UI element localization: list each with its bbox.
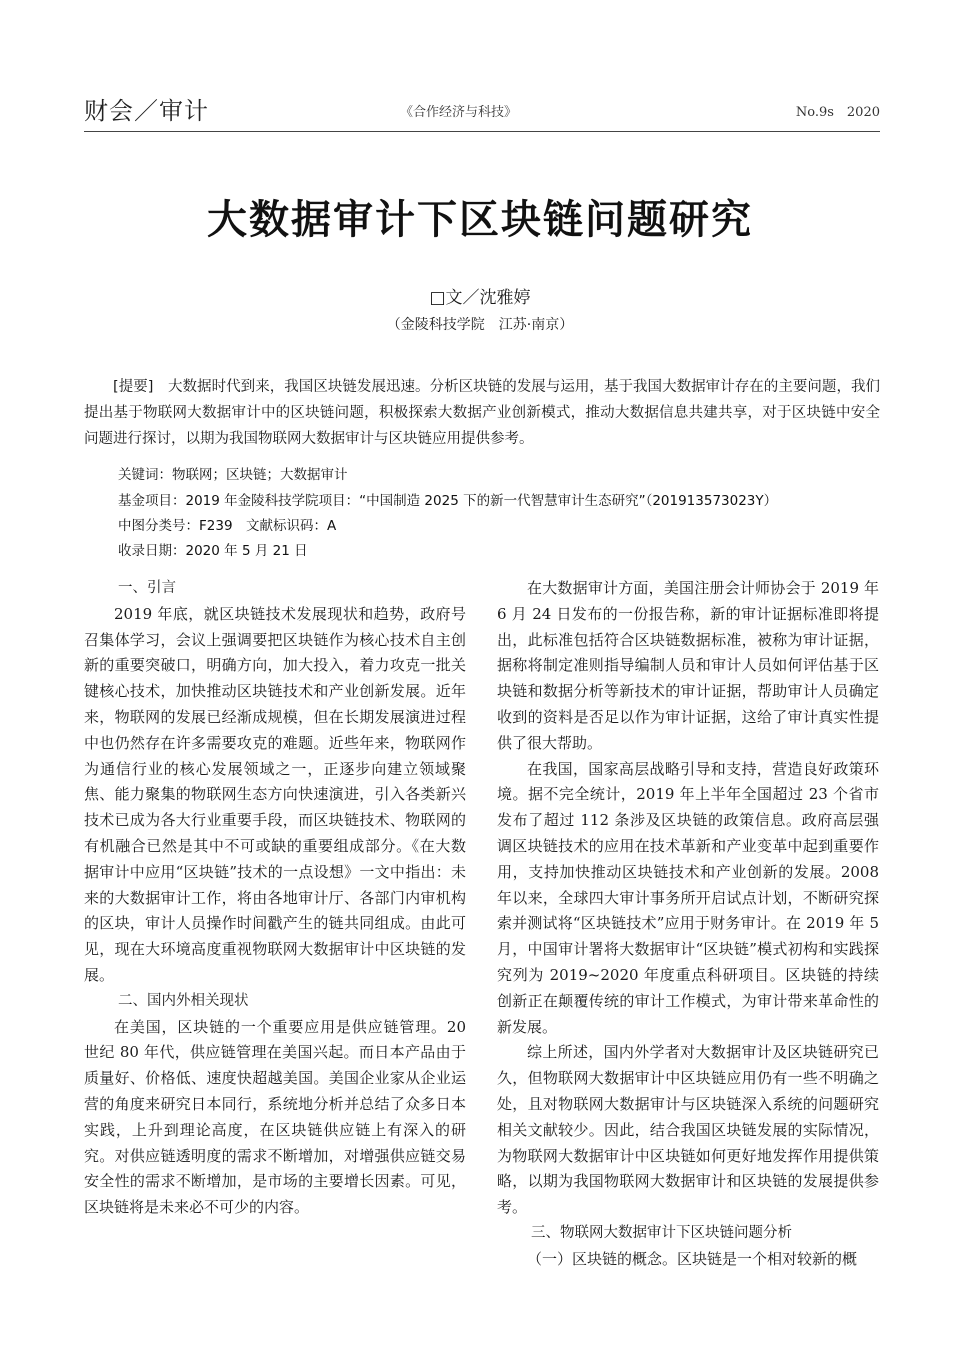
running-header (84, 96, 880, 132)
header-rule (84, 131, 880, 132)
section-label: 财会／审计 (84, 97, 209, 125)
section-heading: 一、引言 (118, 580, 176, 596)
paragraph: 在美国，区块链的一个重要应用是供应链管理。20 世纪 80 年代，供应链管理在美国兴起。而日本产品由于质量好、价格低、速度快超越美国。美国企业家从企业运营的角度来研究日本同行，系统地分析并总结了众多日本实践，上升到理论高度，在区块链供应链上有深入的研究。对供应链透明度的需求不断增加，对增强供应链交易安全性的需求不断增加，是市场的主要增长因素。可见，区块链将是未来必不可少的内容。 (84, 1017, 466, 1217)
author-affiliation: （金陵科技学院 江苏·南京） (386, 317, 574, 333)
journal-name: 《合作经济与科技》 (400, 105, 518, 120)
received-date: 收录日期：2020 年 5 月 21 日 (118, 543, 308, 559)
article-author: □文／沈雅婷 (429, 288, 531, 308)
classification-info: 中图分类号：F239 文献标识码：A (118, 518, 337, 534)
abstract-text: 大数据时代到来，我国区块链发展迅速。分析区块链的发展与运用，基于我国大数据审计存在的主要问题，我们提出基于物联网大数据审计中的区块链问题，积极探索大数据产业创新模式，推动大数据信息共建共享，对于区块链中安全问题进行探讨，以期为我国物联网大数据审计与区块链应用提供参考。 (84, 379, 881, 447)
abstract (84, 374, 880, 452)
issue-info: No.9s 2020 (795, 105, 880, 120)
section-heading: 三、物联网大数据审计下区块链问题分析 (531, 1224, 792, 1241)
paragraph: 在大数据审计方面，美国注册会计师协会于 2019 年 6 月 24 日发布的一份报告称，新的审计证据标准即将提出，此标准包括符合区块链数据标准，被称为审计证据，据称将制定准则指导编制人员和审计人员如何评估基于区块链和数据分析等新技术的审计证据，帮助审计人员确定收到的资料是否足以作为审计证据，这给了审计真实性提供了很大帮助。 (497, 579, 879, 752)
article-title: 大数据审计下区块链问题研究 (207, 197, 753, 243)
abstract-label: [提要] (113, 379, 154, 395)
left-column (84, 576, 466, 1266)
paragraph: （一）区块链的概念。区块链是一个相对较新的概 (527, 1249, 858, 1266)
section-heading: 二、国内外相关现状 (118, 992, 249, 1009)
paragraph: 2019 年底，就区块链技术发展现状和趋势，政府号召集体学习，会议上强调要把区块链作为核心技术自主创新的重要突破口，明确方向，加大投入，着力攻克一批关键核心技术，加快推动区块链技术和产业创新发展。近年来，物联网的发展已经渐成规模，但在长期发展演进过程中也仍然存在许多需要攻克的难题。近些年来，物联网作为通信行业的核心发展领域之一，正逐步向建立领域聚焦、能力聚集的物联网生态方向快速演进，引入各类新兴技术已成为各大行业重要手段，而区块链技术、物联网的有机融合已然是其中不可或缺的重要组成部分。《在大数据审计中应用“区块链”技术的一点设想》一文中指出：未来的大数据审计工作，将由各地审计厅、各部门内审机构的区块，审计人员操作时间戳产生的链共同组成。由此可见，现在大环境高度重视物联网大数据审计中区块链的发展。 (84, 604, 466, 984)
keywords: 关键词：物联网；区块链；大数据审计 (118, 467, 348, 483)
paragraph: 在我国，国家高层战略引导和支持，营造良好政策环境。据不完全统计，2019 年上半年全国超过 23 个省市发布了超过 112 条涉及区块链的政策信息。政府高层强调区块链技术的应用在技术革新和产业变革中起到重要作用，支持加快推动区块链技术和产业创新的发展。2008 年以来，全球四大审计事务所开启试点计划，不断研究探索并测试将“区块链技术”应用于财务审计。在 2019 年 5 月，中国审计署将大数据审计“区块链”模式初构和实践探究列为 2019~2020 年度重点科研项目。区块链的持续创新正在颠覆传统的审计工作模式，为审计带来革命性的新发展。 (497, 759, 879, 1036)
right-column (497, 576, 879, 1266)
paragraph: 综上所述，国内外学者对大数据审计及区块链研究已久，但物联网大数据审计中区块链应用仍有一些不明确之处，且对物联网大数据审计与区块链深入系统的问题研究相关文献较少。因此，结合我国区块链发展的实际情况，为物联网大数据审计中区块链如何更好地发挥作用提供策略，以期为我国物联网大数据审计和区块链的发展提供参考。 (497, 1043, 879, 1217)
fund-info: 基金项目：2019 年金陵科技学院项目：“中国制造 2025 下的新一代智慧审计生态研究”（201913573023Y） (118, 493, 778, 509)
